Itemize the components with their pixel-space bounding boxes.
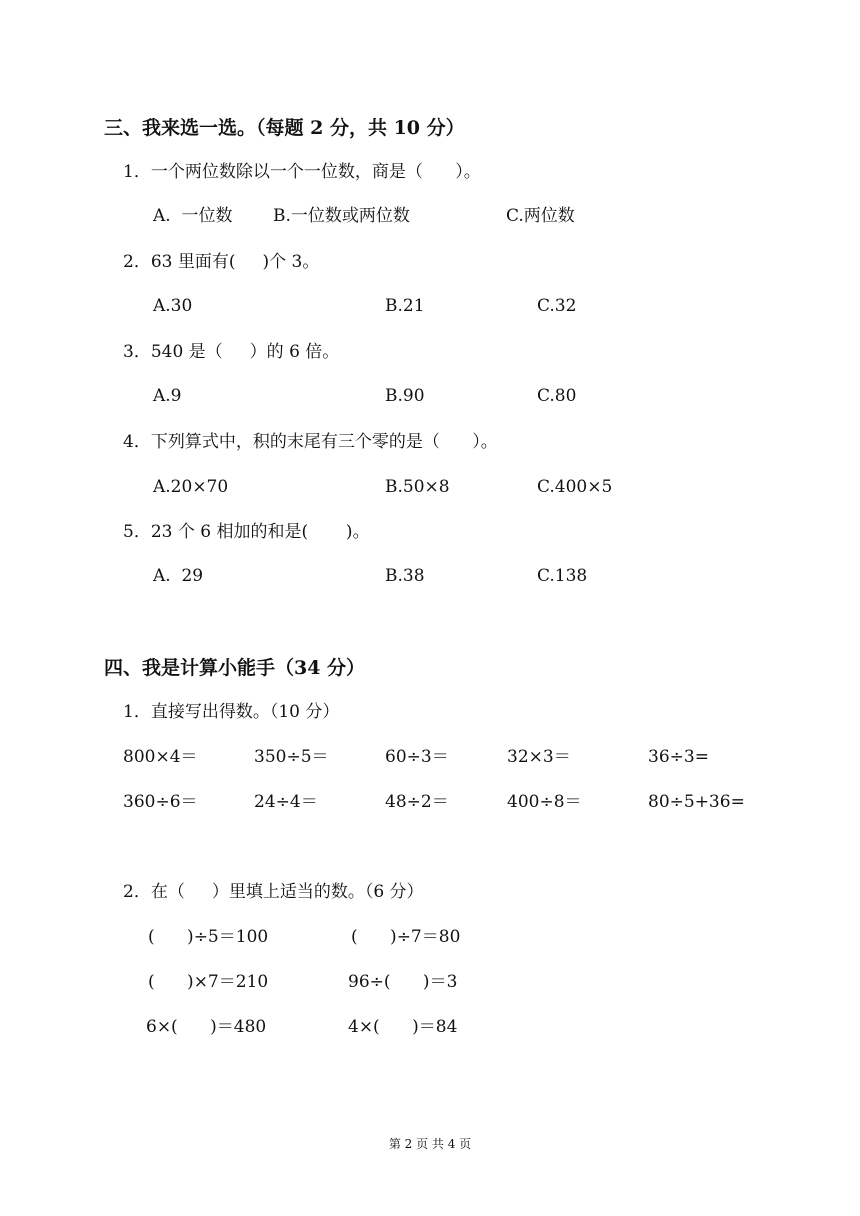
question-2-option-b: B.21 [385, 296, 425, 316]
calc-item: 48÷2＝ [385, 792, 449, 812]
question-2: 2．63 里面有( )个 3。 [123, 252, 320, 272]
question-2-option-c: C.32 [537, 296, 577, 316]
question-3-option-a: A.9 [153, 386, 182, 406]
calc-item: 360÷6＝ [123, 792, 198, 812]
question-4-option-b: B.50×8 [385, 477, 450, 497]
question-3-option-b: B.90 [385, 386, 425, 406]
fill-blank-item: 96÷( )＝3 [348, 972, 458, 992]
question-5-option-c: C.138 [537, 566, 588, 586]
calc-item: 400÷8＝ [507, 792, 582, 812]
calc-item: 32×3＝ [507, 747, 571, 767]
calc-item: 24÷4＝ [254, 792, 318, 812]
question-2-option-a: A.30 [153, 296, 193, 316]
part-2-title: 2．在（ ）里填上适当的数。（6 分） [123, 882, 424, 902]
section-3-title: 三、我来选一选。（每题 2 分，共 10 分） [104, 117, 465, 139]
calc-item: 80÷5+36= [648, 792, 745, 812]
fill-blank-item: ( )÷5＝100 [148, 927, 269, 947]
question-4-option-c: C.400×5 [537, 477, 613, 497]
fill-blank-item: 6×( )＝480 [146, 1017, 267, 1037]
question-4: 4．下列算式中，积的末尾有三个零的是（ ）。 [123, 432, 498, 452]
question-3: 3．540 是（ ）的 6 倍。 [123, 342, 340, 362]
question-1: 1．一个两位数除以一个一位数，商是（ ）。 [123, 162, 481, 182]
question-1-option-c: C.两位数 [506, 206, 575, 226]
question-5: 5．23 个 6 相加的和是( )。 [123, 522, 370, 542]
part-1-title: 1．直接写出得数。（10 分） [123, 702, 340, 722]
question-5-option-a: A. 29 [153, 566, 204, 586]
question-3-option-c: C.80 [537, 386, 577, 406]
calc-item: 350÷5＝ [254, 747, 329, 767]
page-footer: 第 2 页 共 4 页 [388, 1137, 472, 1151]
calc-item: 36÷3= [648, 747, 709, 767]
calc-item: 800×4＝ [123, 747, 198, 767]
fill-blank-item: ( )÷7＝80 [351, 927, 461, 947]
section-4-title: 四、我是计算小能手（34 分） [104, 657, 366, 679]
fill-blank-item: 4×( )＝84 [348, 1017, 458, 1037]
fill-blank-item: ( )×7＝210 [148, 972, 269, 992]
question-1-option-a: A. 一位数 [153, 206, 233, 226]
question-4-option-a: A.20×70 [153, 477, 229, 497]
question-5-option-b: B.38 [385, 566, 425, 586]
calc-item: 60÷3＝ [385, 747, 449, 767]
question-1-option-b: B.一位数或两位数 [273, 206, 410, 226]
